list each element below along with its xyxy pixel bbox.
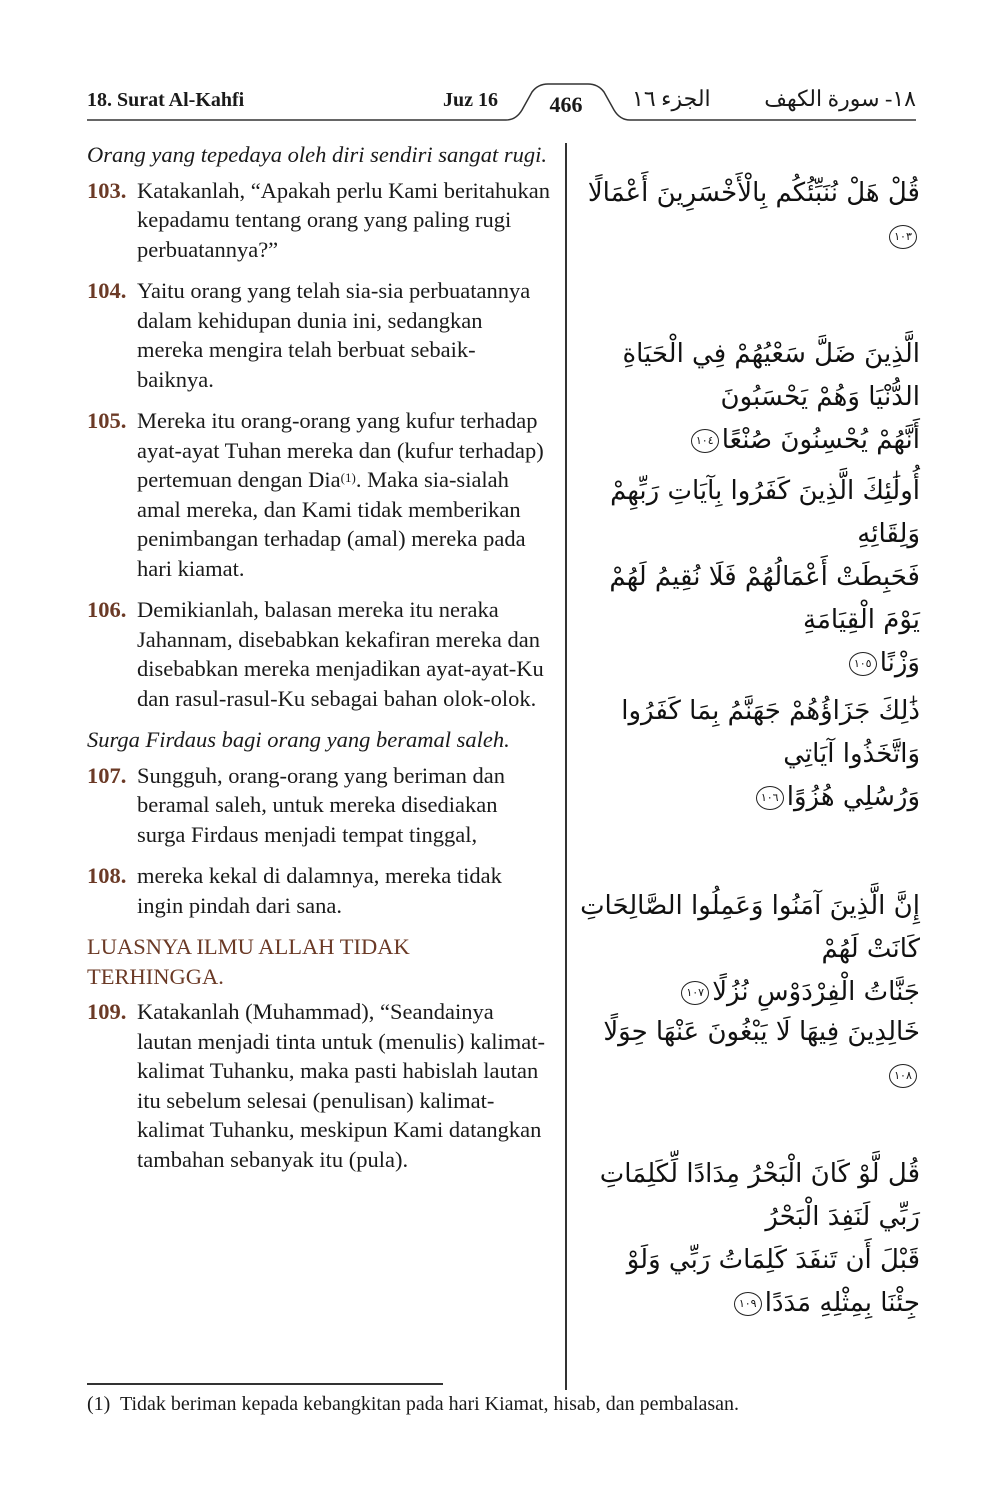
ayah-line: فَحَبِطَتْ أَعْمَالُهُمْ فَلَا نُقِيمُ لَهُمْ يَوْمَ الْقِيَامَةِ	[609, 562, 920, 635]
ayah-line: وَرُسُلِي هُزُوًا	[786, 782, 920, 812]
ayah-text: خَالِدِينَ فِيهَا لَا يَبْغُونَ عَنْهَا حِوَلًا	[603, 1017, 920, 1047]
verse-text: Yaitu orang yang telah sia-sia perbuatannya dalam kehidupan dunia ini, sedangkan mereka mengira telah berbuat sebaik-baiknya.	[137, 278, 531, 392]
verse-number: 104.	[87, 278, 127, 303]
section-heading: Orang yang tepedaya oleh diri sendiri sangat rugi.	[87, 142, 547, 167]
verse-109	[87, 997, 550, 1174]
footnote-text: Tidak beriman kepada kebangkitan pada hari Kiamat, hisab, dan pembalasan.	[119, 1393, 740, 1415]
verse-104	[87, 276, 550, 394]
page-header	[0, 0, 1000, 130]
verse-text: mereka kekal di dalamnya, mereka tidak ingin pindah dari sana.	[137, 863, 502, 918]
ayah-line: ذَٰلِكَ جَزَاؤُهُمْ جَهَنَّمُ بِمَا كَفَرُوا وَاتَّخَذُوا آيَاتِي	[621, 696, 920, 769]
verse-106	[87, 595, 550, 713]
ayah-line: قَبْلَ أَن تَنفَدَ كَلِمَاتُ رَبِّي وَلَوْ جِئْنَا بِمِثْلِهِ مَدَدًا	[626, 1245, 920, 1318]
ayah-end-mark: ١٠٨	[889, 1064, 917, 1088]
verse-text-part: Mereka itu orang-orang yang kufur terhadap ayat-ayat Tuhan mereka dan (kufur terhadap) pertemuan dengan Dia	[137, 408, 544, 492]
verse-number: 103.	[87, 177, 127, 203]
surah-title-arabic: ١٨- سورة الكهف	[764, 86, 916, 111]
verse-number: 106.	[87, 597, 127, 622]
arabic-ayah-105	[580, 470, 920, 685]
ayah-line: أُولَٰئِكَ الَّذِينَ كَفَرُوا بِآيَاتِ رَبِّهِمْ وَلِقَائِهِ	[610, 476, 920, 549]
ayah-line: وَزْنًا	[879, 648, 920, 678]
ayah-line: الَّذِينَ ضَلَّ سَعْيُهُمْ فِي الْحَيَاةِ الدُّنْيَا وَهُمْ يَحْسَبُونَ	[622, 339, 920, 412]
arabic-ayah-106	[580, 690, 920, 819]
section-heading: Surga Firdaus bagi orang yang beramal saleh.	[87, 727, 510, 752]
verse-text-part: . Maka sia-sialah amal mereka, dan Kami tidak memberikan penimbangan terhadap (amal) mereka pada hari kiamat.	[137, 467, 526, 581]
verse-number: 105.	[87, 408, 127, 433]
ayah-text: قُلْ هَلْ نُنَبِّئُكُم بِالْأَخْسَرِينَ أَعْمَالًا	[587, 178, 920, 208]
verse-text: Demikianlah, balasan mereka itu neraka Jahannam, disebabkan kekafiran mereka dan disebabkan mereka menjadikan ayat-ayat-Ku dan rasul-rasul-Ku sebagai bahan olok-olok.	[137, 597, 544, 711]
juz-label-latin: Juz 16	[443, 89, 498, 111]
arabic-ayah-109	[580, 1153, 920, 1325]
section-heading-caps: LUASNYA ILMU ALLAH TIDAK TERHINGGA.	[87, 934, 410, 989]
verse-105	[87, 406, 550, 583]
footnote	[87, 1393, 739, 1416]
arabic-ayah-104	[580, 333, 920, 462]
ayah-end-mark: ١٠٧	[681, 981, 709, 1005]
ayah-end-mark: ١٠٩	[734, 1292, 762, 1316]
verse-text: Sungguh, orang-orang yang beriman dan beramal saleh, untuk mereka disediakan surga Firdaus menjadi tempat tinggal,	[137, 762, 506, 847]
footnote-ref[interactable]: (1)	[340, 470, 356, 485]
ayah-end-mark: ١٠٣	[889, 225, 917, 249]
footnote-number: (1)	[87, 1393, 111, 1415]
translation-column	[87, 140, 550, 1186]
verse-text: Katakanlah (Muhammad), “Seandainya lautan menjadi tinta untuk (menulis) kalimat-kalimat Tuhanku, maka pasti habislah lautan itu sebelum selesai (penulisan) kalimat-kalimat Tuhanku, meskipun Kami datangkan tambahan sebanyak itu (pula).	[137, 999, 546, 1172]
arabic-ayah-103	[580, 172, 920, 258]
ayah-line: إِنَّ الَّذِينَ آمَنُوا وَعَمِلُوا الصَّالِحَاتِ كَانَتْ لَهُمْ	[580, 891, 920, 964]
verse-number: 107.	[87, 762, 127, 788]
juz-label-arabic: الجزء ١٦	[632, 86, 711, 111]
ayah-end-mark: ١٠٥	[849, 652, 877, 676]
ayah-line: أَنَّهُمْ يُحْسِنُونَ صُنْعًا	[721, 425, 920, 455]
verse-number: 109.	[87, 999, 127, 1024]
verse-number: 108.	[87, 863, 127, 888]
ayah-end-mark: ١٠٦	[756, 786, 784, 810]
surah-title-latin: 18. Surat Al-Kahfi	[87, 89, 245, 111]
ayah-line: جَنَّاتُ الْفِرْدَوْسِ نُزُلًا	[712, 977, 920, 1007]
verse-108	[87, 861, 550, 920]
column-divider	[565, 143, 567, 1390]
verse-text: Katakanlah, “Apakah perlu Kami beritahukan kepadamu tentang orang yang paling rugi perbuatannya?”	[137, 177, 550, 262]
footnote-rule	[87, 1383, 443, 1385]
ayah-line: قُل لَّوْ كَانَ الْبَحْرُ مِدَادًا لِّكَلِمَاتِ رَبِّي لَنَفِدَ الْبَحْرُ	[599, 1159, 920, 1232]
verse-107	[87, 761, 550, 850]
verse-text	[137, 406, 550, 583]
arabic-ayah-108	[580, 1011, 920, 1097]
page-number: 466	[549, 92, 583, 117]
arabic-ayah-107	[580, 885, 920, 1014]
ayah-end-mark: ١٠٤	[691, 429, 719, 453]
verse-103	[87, 176, 550, 265]
